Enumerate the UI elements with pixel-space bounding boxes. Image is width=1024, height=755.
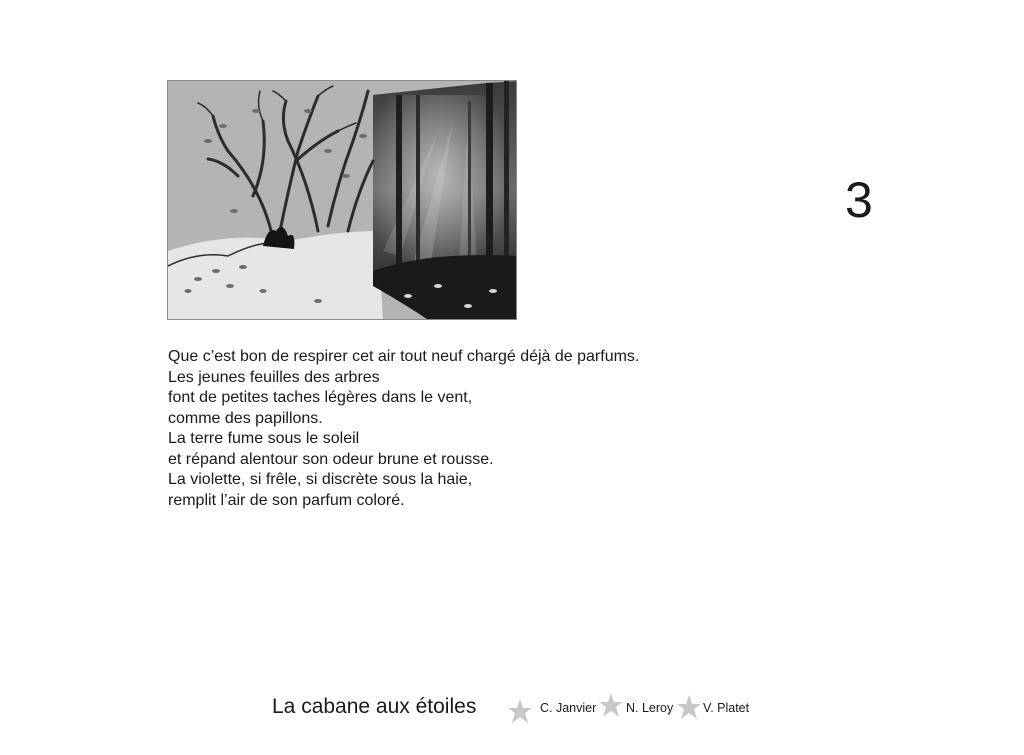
author-name: N. Leroy [626,701,674,715]
book-title: La cabane aux étoiles [272,695,477,718]
poem-line: remplit l’air de son parfum coloré. [168,491,405,509]
forest-illustration [167,80,517,320]
poem-line: La violette, si frêle, si discrète sous la haie, [168,471,473,488]
poem-text [168,347,768,511]
author-name: V. Platet [703,701,750,715]
page-number: 3 [845,172,873,228]
star-icon [598,692,624,718]
star-icon [676,694,702,720]
poem-line: comme des papillons. [168,409,323,427]
author-name: C. Janvier [540,701,597,715]
poem-line: font de petites taches légères dans le vent, [168,389,473,406]
poem-line: Les jeunes feuilles des arbres [168,368,380,386]
footer [272,690,792,726]
poem-line: Que c’est bon de respirer cet air tout neuf chargé déjà de parfums. [168,348,640,365]
star-icon [507,698,533,724]
poem-line: La terre fume sous le soleil [168,430,360,447]
poem-line: et répand alentour son odeur brune et rousse. [168,450,494,468]
